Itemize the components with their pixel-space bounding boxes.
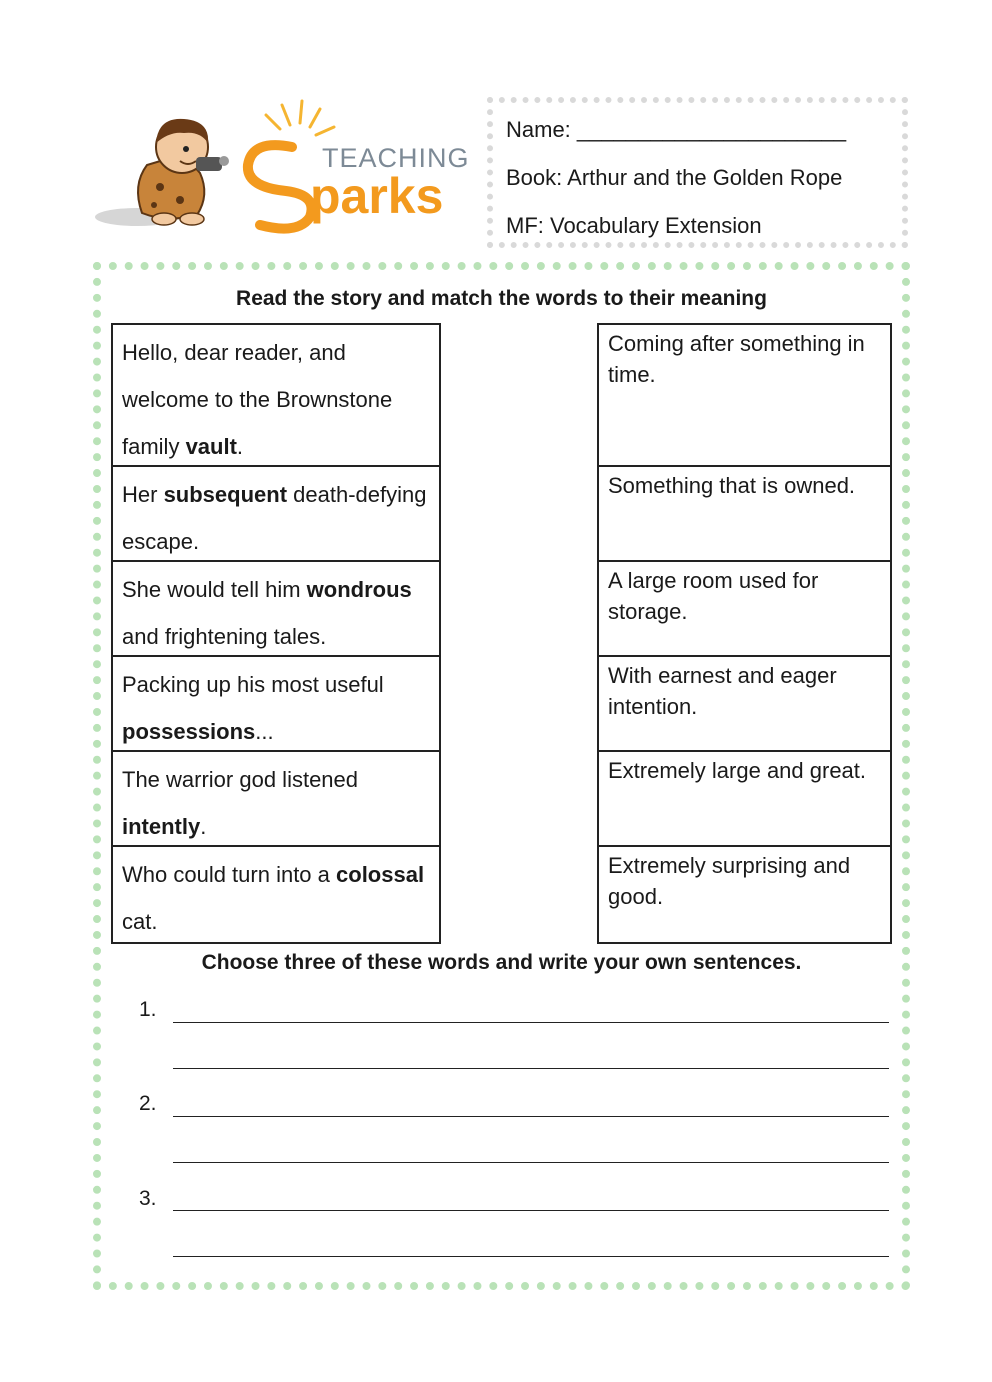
sentence-cell[interactable]: Packing up his most useful possessions... <box>113 657 439 752</box>
item-number: 3. <box>139 1187 157 1210</box>
meaning-cell[interactable]: Extremely large and great. <box>599 752 890 847</box>
meaning-cell[interactable]: Extremely surprising and good. <box>608 853 851 909</box>
book-title: Book: Arthur and the Golden Rope <box>506 165 843 190</box>
sentence-cell[interactable]: Her subsequent death-defying escape. <box>113 467 439 562</box>
sentence-cell[interactable]: Who could turn into a colossal cat. <box>122 862 425 934</box>
writing-line[interactable] <box>173 1068 889 1069</box>
meaning-cell[interactable]: A large room used for storage. <box>599 562 890 657</box>
teaching-sparks-logo <box>92 95 472 245</box>
meaning-cell[interactable]: Something that is owned. <box>599 467 890 562</box>
writing-line[interactable] <box>173 1022 889 1023</box>
sentence-cell[interactable]: She would tell him wondrous and frightening tales. <box>113 562 439 657</box>
name-label: Name: <box>506 117 577 142</box>
meaning-cell[interactable]: With earnest and eager intention. <box>599 657 890 752</box>
worksheet-frame <box>93 262 910 1290</box>
vocab-word: subsequent <box>163 482 288 507</box>
vocab-word: possessions <box>122 719 256 744</box>
vocab-word: wondrous <box>306 577 412 602</box>
name-blank: ______________________ <box>576 117 847 142</box>
student-info-box <box>487 97 908 248</box>
writing-line[interactable] <box>173 1116 889 1117</box>
caveman-mascot-icon <box>92 95 472 245</box>
writing-line[interactable] <box>173 1162 889 1163</box>
sentence-cell[interactable]: Hello, dear reader, and welcome to the Brownstone family vault. <box>113 325 439 467</box>
match-instruction: Read the story and match the words to their meaning <box>236 287 767 310</box>
vocab-word: colossal <box>336 862 425 887</box>
vocab-word: intently <box>122 814 201 839</box>
vocab-word: vault <box>185 434 237 459</box>
mf-label: MF: Vocabulary Extension <box>506 213 762 238</box>
item-number: 1. <box>139 998 157 1021</box>
logo-word-teaching: TEACHING <box>322 143 470 173</box>
writing-line[interactable] <box>173 1256 889 1257</box>
meaning-column <box>597 323 892 944</box>
logo-word-sparks: parks <box>310 168 444 224</box>
name-field[interactable] <box>506 117 846 143</box>
sentence-cell[interactable]: The warrior god listened intently. <box>113 752 439 847</box>
sentence-column <box>111 323 441 944</box>
writing-line[interactable] <box>173 1210 889 1211</box>
write-instruction: Choose three of these words and write your own sentences. <box>201 951 802 974</box>
meaning-cell[interactable]: Coming after something in time. <box>599 325 890 467</box>
item-number: 2. <box>139 1092 157 1115</box>
